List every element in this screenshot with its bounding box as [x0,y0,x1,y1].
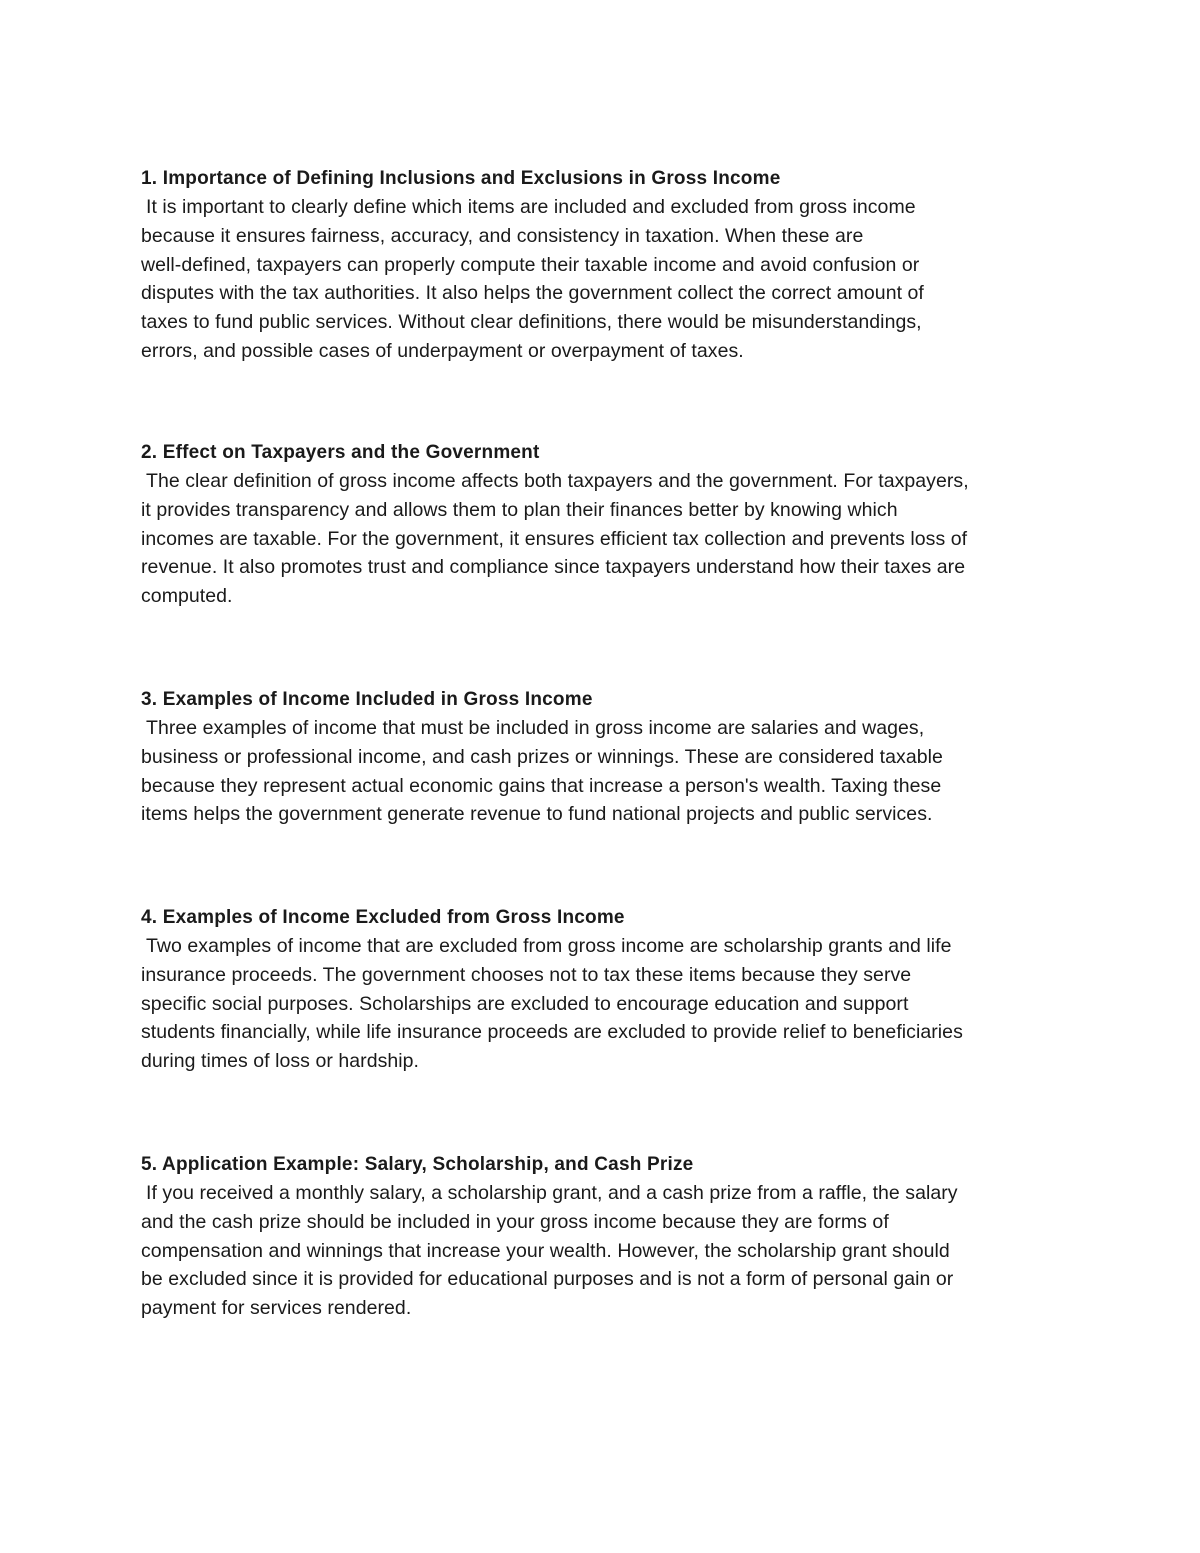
paragraph-line: students financially, while life insurance proceeds are excluded to provide relief to beneficiaries [141,1021,963,1044]
paragraph-line: compensation and winnings that increase your wealth. However, the scholarship grant should [141,1239,950,1262]
paragraph-line: because they represent actual economic gains that increase a person's wealth. Taxing these [141,774,942,797]
paragraph-line: disputes with the tax authorities. It also helps the government collect the correct amount of [141,282,924,305]
paragraph-line: insurance proceeds. The government chooses not to tax these items because they serve [141,963,912,986]
section-heading: 5. Application Example: Salary, Scholarship, and Cash Prize [141,1154,694,1175]
paragraph-line: well-defined, taxpayers can properly compute their taxable income and avoid confusion or [141,253,920,276]
paragraph-line: specific social purposes. Scholarships are excluded to encourage education and support [141,992,909,1015]
paragraph-line: during times of loss or hardship. [141,1050,420,1073]
paragraph-line: revenue. It also promotes trust and compliance since taxpayers understand how their taxes are [141,556,966,579]
paragraph-line: incomes are taxable. For the government, it ensures efficient tax collection and prevents loss of [141,527,968,550]
section-heading: 1. Importance of Defining Inclusions and Exclusions in Gross Income [141,168,781,189]
paragraph-line: business or professional income, and cash prizes or winnings. These are considered taxable [141,745,943,768]
paragraph-line: Two examples of income that are excluded from gross income are scholarship grants and life [146,935,952,957]
paragraph-line: The clear definition of gross income affects both taxpayers and the government. For taxpayers, [146,470,969,492]
paragraph-line: it provides transparency and allows them to plan their finances better by knowing which [141,498,898,521]
paragraph-line: It is important to clearly define which items are included and excluded from gross income [146,196,916,218]
paragraph-line: If you received a monthly salary, a scholarship grant, and a cash prize from a raffle, the salary [146,1182,958,1204]
paragraph-line: errors, and possible cases of underpayment or overpayment of taxes. [141,339,744,362]
section-importance-of-definitions [141,165,1061,366]
paragraph-line: payment for services rendered. [141,1297,412,1320]
paragraph-line: and the cash prize should be included in your gross income because they are forms of [141,1210,889,1233]
section-income-included [141,686,1061,829]
paragraph-line: computed. [141,585,233,608]
section-income-excluded [141,904,1061,1076]
paragraph-line: Three examples of income that must be included in gross income are salaries and wages, [146,717,925,739]
paragraph-line: because it ensures fairness, accuracy, and consistency in taxation. When these are [141,224,864,247]
paragraph-line: be excluded since it is provided for educational purposes and is not a form of personal gain or [141,1268,954,1291]
section-application-example [141,1151,1061,1323]
section-effect-on-taxpayers [141,439,1061,611]
paragraph-line: taxes to fund public services. Without clear definitions, there would be misunderstandings, [141,311,922,334]
section-heading: 2. Effect on Taxpayers and the Government [141,442,540,463]
paragraph-line: items helps the government generate revenue to fund national projects and public services. [141,803,933,826]
section-heading: 3. Examples of Income Included in Gross Income [141,689,593,710]
section-heading: 4. Examples of Income Excluded from Gross Income [141,907,625,928]
